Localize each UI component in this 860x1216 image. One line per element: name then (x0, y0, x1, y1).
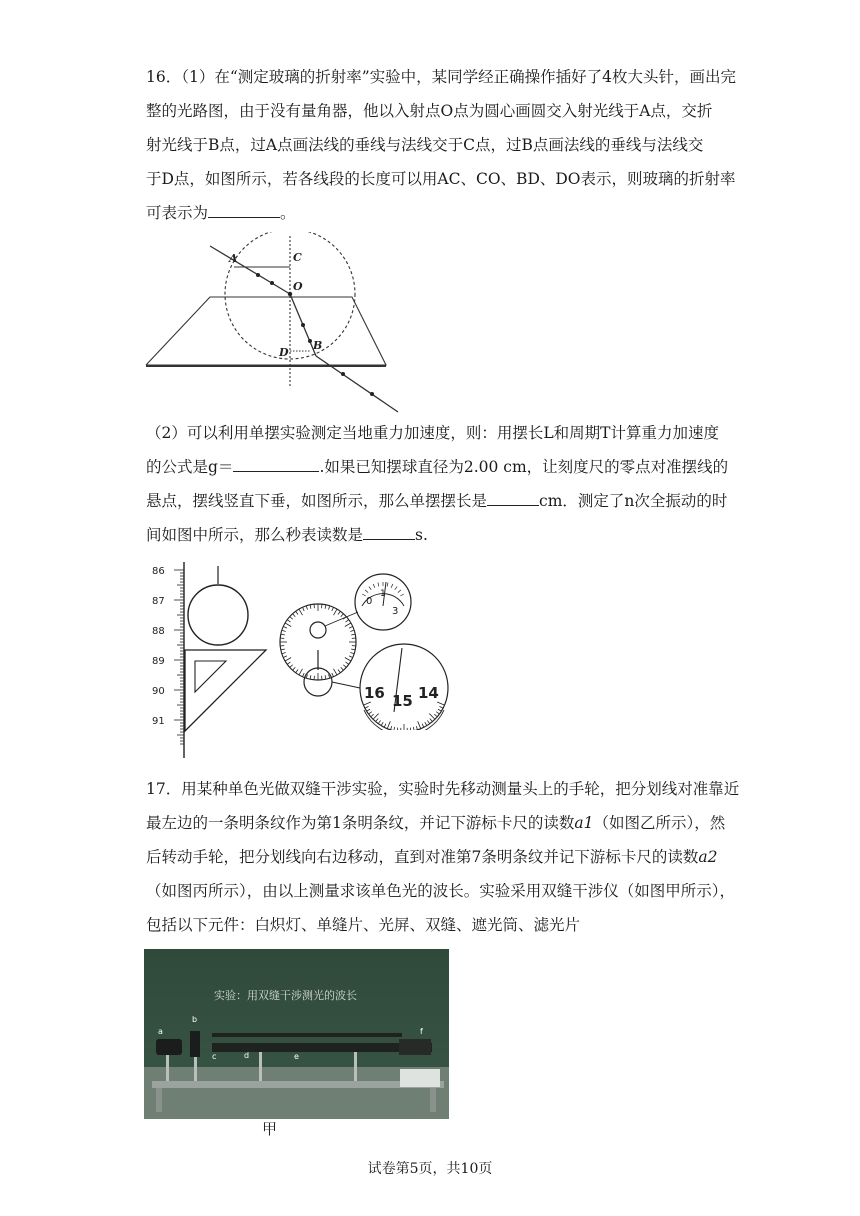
ruler-label: 86 (152, 566, 165, 577)
q16p2-line1: （2）可以利用单摆实验测定当地重力加速度，则：用摆长L和周期T计算重力加速度 (146, 424, 719, 442)
tick-mark (310, 605, 311, 609)
q16p2-line4 (146, 518, 726, 552)
tick-mark (381, 722, 383, 725)
q17-text (146, 772, 740, 942)
tick-mark (434, 714, 437, 717)
refraction-figure (140, 232, 410, 417)
tick-mark (338, 670, 340, 673)
symbol-a2: a2 (698, 848, 718, 866)
answer-blank[interactable] (487, 487, 539, 506)
tick-mark (397, 728, 398, 730)
lower-subdial (304, 668, 332, 696)
glass-block (146, 297, 386, 365)
tick-mark (376, 719, 379, 722)
q17-line (146, 806, 726, 840)
tick-mark (334, 669, 338, 675)
tick-mark (373, 584, 375, 588)
tick-mark (416, 726, 417, 730)
tick-mark (287, 662, 290, 664)
tick-mark (369, 712, 372, 714)
tick-mark (346, 662, 349, 664)
label-A: A (229, 252, 238, 265)
q16p2-text: .如果已知摆球直径为2.00 cm，让刻度尺的零点对准摆线的 (319, 458, 729, 476)
q16p2-text: 悬点，摆线竖直下垂，如图所示，那么单摆摆长是 (146, 492, 488, 510)
tick-mark (418, 721, 421, 728)
tick-mark (351, 649, 355, 650)
q16-line: 整的光路图，由于没有量角器，他以入射点O点为圆心画圆交入射光线于A点，交折 (146, 102, 713, 120)
answer-blank[interactable] (233, 453, 319, 472)
tick-mark (341, 667, 344, 670)
mark-e: e (294, 1052, 299, 1061)
incident-ray (210, 246, 290, 294)
tick-mark (410, 728, 411, 730)
ruler-label: 87 (152, 596, 165, 607)
tick-mark (345, 623, 351, 627)
mark-d: d (244, 1051, 250, 1060)
tick-mark (422, 724, 424, 728)
tick-mark (398, 590, 401, 593)
tick-mark (329, 606, 330, 610)
q16p2-line2 (146, 450, 729, 484)
tick-mark (440, 706, 444, 708)
q16-line: 16．（1）在“测定玻璃的折射率”实验中，某同学经正确操作插好了4枚大头针，画出完 (146, 68, 737, 86)
tick-mark (325, 605, 326, 609)
tick-mark (378, 720, 380, 723)
tick-mark (395, 587, 397, 590)
tick-mark (345, 658, 351, 662)
q17-line: （如图丙所示），由以上测量求该单色光的波长。实验采用双缝干涉仪（如图甲所示）， (146, 882, 736, 900)
q16p2-text: cm．测定了n次全振动的时 (539, 492, 728, 510)
tick-mark (303, 673, 305, 677)
tick-mark (350, 653, 354, 654)
tick-mark (334, 609, 338, 615)
tick-mark (391, 584, 393, 588)
label-B: B (313, 339, 323, 352)
tick-mark (303, 607, 305, 611)
board-writing: 实验：用双缝干涉测光的波长 (214, 989, 357, 1002)
mark-a: a (158, 1027, 163, 1036)
tick-mark (349, 656, 353, 658)
q16-line-end: 。 (280, 204, 296, 222)
tick-mark (285, 658, 291, 662)
q16p2-text: 的公式是g＝ (146, 458, 234, 476)
tick-mark (296, 670, 298, 673)
tick-mark (290, 665, 293, 668)
tick-mark (293, 614, 296, 617)
tick-mark (369, 587, 371, 590)
q16-part2 (146, 416, 729, 552)
stopwatch-figure (276, 570, 456, 730)
tick-mark (332, 607, 334, 611)
tick-mark (387, 721, 390, 728)
tick-mark (400, 594, 403, 596)
ruler-label: 90 (152, 686, 165, 697)
ruler-label: 88 (152, 626, 165, 637)
tick-mark (371, 714, 374, 717)
ruler-label: 89 (152, 656, 165, 667)
second-label: 16 (364, 684, 385, 702)
minute-label: 0 (366, 596, 373, 607)
q17-line: 17．用某种单色光做双缝干涉实验，实验时先移动测量头上的手轮，把分划线对准靠近 (146, 780, 740, 798)
tick-mark (293, 667, 296, 670)
symbol-a1: a1 (574, 814, 594, 832)
tick-mark (332, 673, 334, 677)
tick-mark (343, 665, 346, 668)
ruler-label: 91 (152, 716, 165, 727)
tick-mark (338, 611, 340, 614)
pendulum-ruler-figure (148, 560, 273, 760)
tick-mark (427, 720, 429, 723)
tick-mark (281, 649, 285, 650)
second-label: 15 (392, 692, 413, 710)
mark-c: c (212, 1052, 217, 1061)
tick-mark (387, 583, 388, 587)
q16p2-line3 (146, 484, 726, 518)
tick-mark (363, 702, 370, 705)
page-footer: 试卷第5页，共10页 (367, 1161, 493, 1177)
tick-mark (341, 614, 344, 617)
q17-text-span: 后转动手轮，把分划线向右边移动，直到对准第7条明条纹并记下游标卡尺的读数 (146, 848, 699, 866)
photo-caption: 甲 (262, 1120, 278, 1138)
label-C: C (293, 251, 302, 264)
q16p2-text: 间如图中所示，那么秒表读数是 (146, 526, 364, 544)
mark-f: f (420, 1027, 423, 1036)
q16-line: 于D点，如图所示，若各线段的长度可以用AC、CO、BD、DO表示，则玻璃的折射率 (146, 170, 736, 188)
q17-line (146, 840, 726, 874)
tick-mark (325, 675, 326, 679)
tick-mark (378, 583, 379, 587)
minute-label: 1 (380, 589, 386, 599)
tick-mark (413, 727, 414, 730)
pendulum-bob (188, 585, 248, 645)
tick-mark (436, 712, 439, 714)
q16-part1 (146, 60, 737, 230)
q16-line-text: 可表示为 (146, 204, 209, 222)
tick-mark (365, 706, 369, 708)
tick-mark (306, 606, 307, 610)
q16-line-last (146, 196, 726, 230)
small-subdial (310, 622, 326, 638)
tick-mark (290, 617, 293, 620)
tick-mark (299, 609, 303, 615)
tick-mark (438, 709, 441, 711)
tick-mark (367, 709, 370, 711)
tick-mark (365, 590, 368, 593)
tick-mark (351, 634, 355, 635)
tick-mark (283, 656, 287, 658)
second-label: 14 (418, 684, 439, 702)
tick-mark (390, 726, 391, 730)
answer-blank[interactable] (363, 521, 415, 540)
tick-mark (350, 630, 354, 631)
mark-b: b (192, 1015, 198, 1024)
tick-mark (282, 630, 286, 631)
tick-mark (310, 675, 311, 679)
tick-mark (282, 653, 286, 654)
tick-mark (430, 719, 433, 722)
tick-mark (346, 620, 349, 622)
label-O: O (293, 280, 303, 293)
tick-mark (296, 611, 298, 614)
tick-mark (299, 669, 303, 675)
tick-mark (384, 724, 386, 728)
minute-label: 3 (392, 606, 399, 617)
tick-mark (283, 627, 287, 629)
apparatus-photo (144, 949, 449, 1119)
q16p2-text: s. (415, 526, 428, 544)
tick-mark (349, 627, 353, 629)
q16-line: 射光线于B点，过A点画法线的垂线与法线交于C点，过B点画法线的垂线与法线交 (146, 136, 704, 154)
label-D: D (279, 346, 289, 359)
q17-line: 包括以下元件：白炽灯、单缝片、光屏、双缝、遮光筒、滤光片 (146, 916, 581, 934)
tick-mark (425, 722, 427, 725)
tick-mark (394, 727, 395, 730)
answer-blank[interactable] (208, 199, 280, 218)
tick-mark (287, 620, 290, 622)
tick-mark (437, 702, 444, 705)
tick-mark (285, 623, 291, 627)
q17-text-span: 最左边的一条明条纹作为第1条明条纹，并记下游标卡尺的读数 (146, 814, 575, 832)
q17-text-span: （如图乙所示），然 (593, 814, 726, 832)
tick-mark (281, 634, 285, 635)
